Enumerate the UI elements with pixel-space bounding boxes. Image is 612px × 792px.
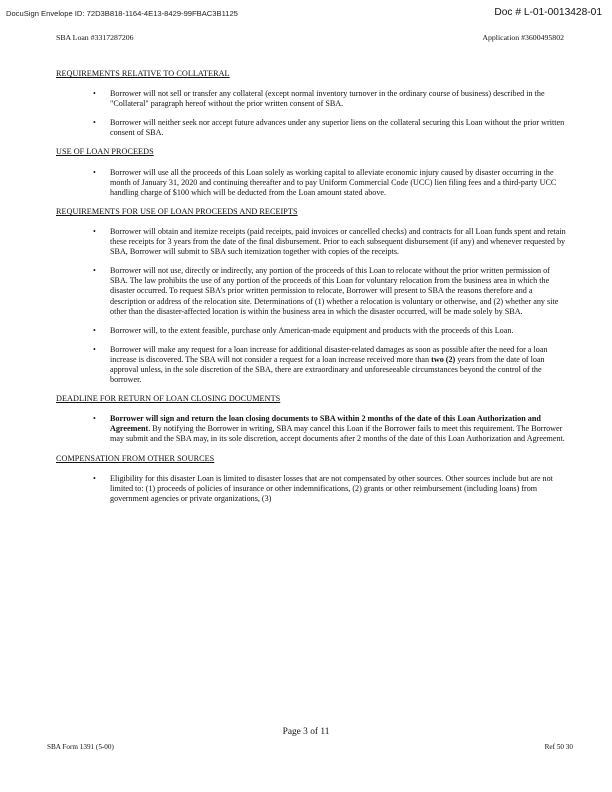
list-item [56,345,566,385]
item-text-bold: two (2) [431,354,456,364]
section-heading: REQUIREMENTS FOR USE OF LOAN PROCEEDS AND RECEIPTS [56,206,298,216]
bullet-icon: • [93,167,96,177]
form-number: SBA Form 1391 (5-00) [47,743,114,751]
docusign-envelope-id: DocuSign Envelope ID: 72D3B818-1164-4E13-8429-99FBAC3B1125 [6,9,238,18]
item-text: Borrower will neither seek nor accept future advances under any superior liens on the collateral securing this Loan without the prior written consent of SBA. [110,118,565,138]
bullet-icon: • [93,266,96,276]
item-text: . By notifying the Borrower in writing, SBA may cancel this Loan if the Borrower fails to meet this requirement. The Borrower may submit and the SBA may, in its sole discretion, accept documents after 2 months of the date of this Loan Authorization and Agreement. [110,424,565,444]
item-text: Borrower will make any request for a loan increase for additional disaster-related damages as soon as possible after the need for a loan increase is discovered. The SBA will not consider a request for a loan increase received more than [110,344,548,364]
list-item [56,326,566,336]
list-item [56,266,566,316]
bullet-list [56,474,566,504]
list-item [56,168,566,198]
section-proceeds-receipts [56,207,566,385]
page-number: Page 3 of 11 [282,727,330,737]
list-item [56,414,566,444]
section-heading: COMPENSATION FROM OTHER SOURCES [56,453,215,463]
item-text: Borrower will obtain and itemize receipts (paid receipts, paid invoices or cancelled checks) and contracts for all Loan funds spent and retain these receipts for 3 years from the date of the final disbursement. Prior to each subsequent disbursement (if any) and whenever requested by SBA, Borrower will submit to SBA such itemization together with copies of the receipts. [110,226,566,257]
reference-number: Ref 50 30 [544,743,573,751]
bullet-icon: • [93,118,96,128]
bullet-icon: • [93,414,96,424]
section-closing-deadline [56,394,566,444]
bullet-list [56,227,566,385]
item-text: Borrower will, to the extent feasible, purchase only American-made equipment and products with the proceeds of this Loan. [110,325,514,335]
list-item [56,227,566,257]
list-item [56,474,566,504]
document-body [56,69,566,513]
section-heading: DEADLINE FOR RETURN OF LOAN CLOSING DOCUMENTS [56,394,281,404]
bullet-icon: • [93,89,96,99]
bullet-icon: • [93,344,96,354]
bullet-list [56,89,566,138]
section-heading: REQUIREMENTS RELATIVE TO COLLATERAL [56,69,230,78]
item-text: Borrower will not sell or transfer any collateral (except normal inventory turnover in the ordinary course of business) described in the "Collateral" paragraph hereof without the prior written consent of SBA. [110,89,545,109]
item-text-bold: Borrower will sign and return the loan closing documents to SBA within 2 months of the date of this Loan Authorization and Agreement [110,414,541,434]
application-number: Application #3600495802 [482,33,564,42]
bullet-icon: • [93,473,96,483]
section-use-of-proceeds [56,147,566,197]
item-text: Borrower will use all the proceeds of this Loan solely as working capital to alleviate economic injury caused by disaster occurring in the month of January 31, 2020 and continuing thereafter and to pay Uniform Commercial Code (UCC) lien filing fees and a third-party UCC handling charge of $100 which will be deducted from the Loan amount stated above. [110,167,557,197]
sba-loan-number: SBA Loan #3317287206 [56,33,134,42]
bullet-icon: • [93,226,96,236]
list-item [56,118,566,138]
section-collateral [56,69,566,138]
bullet-icon: • [93,325,96,335]
bullet-list [56,414,566,444]
item-text: Eligibility for this disaster Loan is limited to disaster losses that are not compensated by other sources. Other sources include but are not limited to: (1) proceeds of policies of insurance or other indemnifications, (2) grants or other reimbursement (including loans) from government agencies or private organizations, (3) [110,473,553,503]
section-compensation [56,454,566,504]
list-item [56,89,566,109]
item-text: years from the date of loan approval unless, in the sole discretion of the SBA, there are extraordinary and unforeseeable circumstances beyond the control of the borrower. [110,354,545,385]
bullet-list [56,168,566,198]
section-heading: USE OF LOAN PROCEEDS [56,147,154,157]
item-text: Borrower will not use, directly or indirectly, any portion of the proceeds of this Loan to relocate without the prior written permission of SBA. The law prohibits the use of any portion of the proceeds of this Loan for voluntary relocation from the business area in which the disaster occurred. To request SBA's prior written permission to relocate, Borrower will present to SBA the reasons therefore and a description or address of the relocation site. Determinations of (1) whether a relocation is voluntary or otherwise, and (2) whether any site other than the disaster-affected location is within the business area in which the disaster occurred, will be made solely by SBA. [110,266,559,316]
document-number: Doc # L-01-0013428-01 [494,7,602,18]
